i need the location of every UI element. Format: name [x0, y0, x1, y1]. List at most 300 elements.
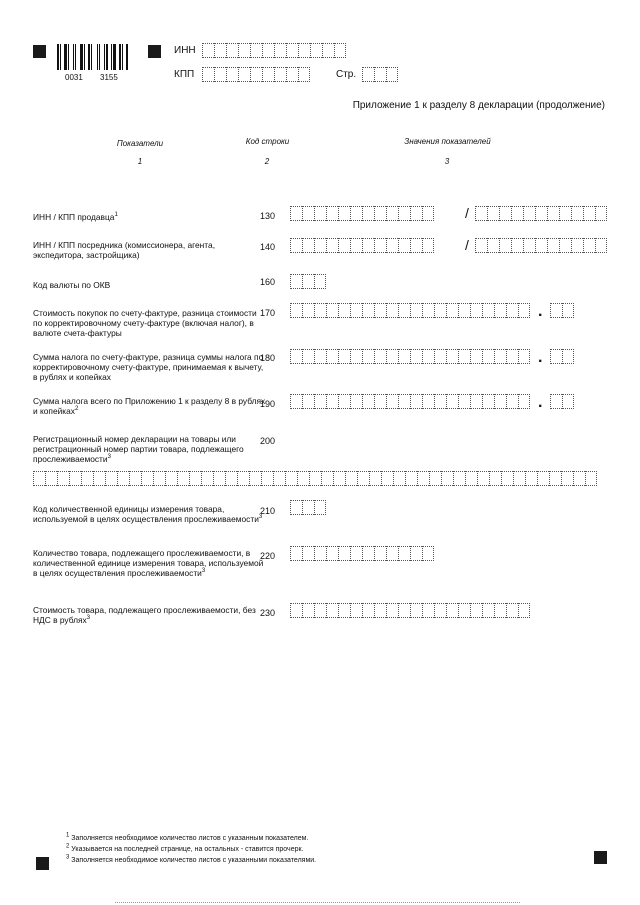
input-cell[interactable]	[338, 303, 350, 318]
barcode-bar	[106, 44, 108, 70]
input-cell[interactable]	[350, 238, 362, 253]
input-cell[interactable]	[562, 349, 574, 364]
input-cell[interactable]	[386, 206, 398, 221]
input-cell[interactable]	[398, 238, 410, 253]
input-cell[interactable]	[506, 394, 518, 409]
field-200-code: 200	[260, 436, 276, 446]
input-cell[interactable]	[374, 238, 386, 253]
input-cell[interactable]	[309, 471, 321, 486]
input-cell[interactable]	[571, 238, 583, 253]
input-cell[interactable]	[422, 238, 434, 253]
barcode-number-right: 3155	[100, 73, 118, 82]
input-cell[interactable]	[458, 349, 470, 364]
input-cell[interactable]	[398, 603, 410, 618]
input-cell[interactable]	[453, 471, 465, 486]
input-cell[interactable]	[398, 546, 410, 561]
input-cell[interactable]	[434, 603, 446, 618]
kpp-label: КПП	[174, 69, 195, 80]
field-130-label: ИНН / КПП продавца$^1$	[33, 212, 118, 222]
input-cell[interactable]	[482, 303, 494, 318]
input-cell[interactable]	[362, 603, 374, 618]
input-cell[interactable]	[434, 394, 446, 409]
input-cell[interactable]	[386, 303, 398, 318]
field-160-code: 160	[260, 277, 276, 287]
input-cell[interactable]	[290, 274, 302, 289]
input-cell[interactable]	[302, 500, 314, 515]
inn-label: ИНН	[174, 45, 196, 56]
input-cell[interactable]	[518, 394, 530, 409]
barcode-bar	[104, 44, 105, 70]
input-cell[interactable]	[302, 603, 314, 618]
barcode-bar	[111, 44, 112, 70]
input-cell[interactable]	[374, 546, 386, 561]
input-cell[interactable]	[302, 349, 314, 364]
input-cell[interactable]	[482, 349, 494, 364]
input-cell[interactable]	[237, 471, 249, 486]
input-cell[interactable]	[475, 238, 487, 253]
input-cell[interactable]	[201, 471, 213, 486]
input-cell[interactable]	[153, 471, 165, 486]
input-cell[interactable]	[501, 471, 513, 486]
input-cell[interactable]	[333, 471, 345, 486]
input-cell[interactable]	[386, 238, 398, 253]
field-180-decimal: .	[538, 349, 543, 366]
input-cell[interactable]	[398, 394, 410, 409]
barcode-bar	[73, 44, 74, 70]
input-cell[interactable]	[550, 394, 562, 409]
field-170-label: Стоимость покупок по счету-фактуре, разница стоимости по корректировочному счету-фактуре (включая налог), в валюте счета-фактуры	[33, 308, 257, 338]
input-cell[interactable]	[362, 206, 374, 221]
field-200-cells[interactable]	[33, 471, 597, 486]
field-170-decimal: .	[538, 303, 543, 320]
input-cell[interactable]	[314, 500, 326, 515]
field-230-code: 230	[260, 608, 276, 618]
input-cell[interactable]	[362, 394, 374, 409]
field-170-int-cells[interactable]	[290, 303, 530, 318]
input-cell[interactable]	[571, 206, 583, 221]
input-cell[interactable]	[422, 394, 434, 409]
input-cell[interactable]	[410, 349, 422, 364]
inn-cells[interactable]	[202, 43, 346, 58]
input-cell[interactable]	[374, 349, 386, 364]
field-220-code: 220	[260, 551, 276, 561]
input-cell[interactable]	[422, 546, 434, 561]
field-140-inn-cells[interactable]	[290, 238, 434, 253]
input-cell[interactable]	[458, 603, 470, 618]
input-cell[interactable]	[446, 349, 458, 364]
input-cell[interactable]	[525, 471, 537, 486]
input-cell[interactable]	[550, 303, 562, 318]
kpp-cells[interactable]	[202, 67, 310, 82]
field-190-decimal: .	[538, 394, 543, 411]
input-cell[interactable]	[290, 349, 302, 364]
input-cell[interactable]	[321, 471, 333, 486]
field-230-label: Стоимость товара, подлежащего прослеживаемости, без НДС в рублях$^3$	[33, 605, 256, 625]
barcode-bar	[99, 44, 100, 70]
input-cell[interactable]	[487, 206, 499, 221]
input-cell[interactable]	[518, 349, 530, 364]
footnote-3: $^3$ Заполняется необходимое количество листов с указанными показателями.	[66, 854, 317, 864]
input-cell[interactable]	[523, 206, 535, 221]
column-values: Значения показателей	[404, 137, 491, 146]
input-cell[interactable]	[314, 238, 326, 253]
input-cell[interactable]	[226, 67, 238, 82]
input-cell[interactable]	[202, 67, 214, 82]
barcode-bar	[88, 44, 90, 70]
input-cell[interactable]	[69, 471, 81, 486]
input-cell[interactable]	[398, 303, 410, 318]
input-cell[interactable]	[326, 303, 338, 318]
input-cell[interactable]	[33, 471, 45, 486]
input-cell[interactable]	[506, 349, 518, 364]
input-cell[interactable]	[446, 303, 458, 318]
field-180-code: 180	[260, 353, 276, 363]
input-cell[interactable]	[262, 43, 274, 58]
input-cell[interactable]	[338, 206, 350, 221]
input-cell[interactable]	[489, 471, 501, 486]
field-130-inn-cells[interactable]	[290, 206, 434, 221]
input-cell[interactable]	[562, 394, 574, 409]
column-num-1: 1	[137, 157, 143, 166]
barcode-bar	[80, 44, 83, 70]
page-label: Стр.	[336, 69, 357, 80]
input-cell[interactable]	[410, 206, 422, 221]
field-210-cells[interactable]	[290, 500, 326, 515]
input-cell[interactable]	[297, 471, 309, 486]
input-cell[interactable]	[189, 471, 201, 486]
input-cell[interactable]	[550, 349, 562, 364]
input-cell[interactable]	[314, 303, 326, 318]
input-cell[interactable]	[238, 67, 250, 82]
input-cell[interactable]	[290, 500, 302, 515]
input-cell[interactable]	[470, 349, 482, 364]
input-cell[interactable]	[482, 394, 494, 409]
field-220-cells[interactable]	[290, 546, 434, 561]
input-cell[interactable]	[499, 238, 511, 253]
field-130-slash: /	[465, 205, 469, 221]
barcode-bar	[113, 44, 116, 70]
input-cell[interactable]	[434, 303, 446, 318]
input-cell[interactable]	[177, 471, 189, 486]
input-cell[interactable]	[238, 43, 250, 58]
field-140-label: ИНН / КПП посредника (комиссионера, агента, экспедитора, застройщика)	[33, 240, 216, 260]
barcode-bar	[75, 44, 76, 70]
input-cell[interactable]	[338, 238, 350, 253]
barcode-bar	[119, 44, 121, 70]
input-cell[interactable]	[314, 546, 326, 561]
input-cell[interactable]	[410, 546, 422, 561]
input-cell[interactable]	[286, 67, 298, 82]
barcode-bar	[91, 44, 92, 70]
input-cell[interactable]	[422, 349, 434, 364]
input-cell[interactable]	[338, 394, 350, 409]
input-cell[interactable]	[290, 603, 302, 618]
input-cell[interactable]	[374, 303, 386, 318]
field-170-frac-cells[interactable]	[550, 303, 574, 318]
input-cell[interactable]	[302, 206, 314, 221]
input-cell[interactable]	[470, 303, 482, 318]
input-cell[interactable]	[262, 67, 274, 82]
input-cell[interactable]	[494, 394, 506, 409]
input-cell[interactable]	[410, 603, 422, 618]
input-cell[interactable]	[559, 238, 571, 253]
field-130-code: 130	[260, 211, 276, 221]
field-130-kpp-cells[interactable]	[475, 206, 607, 221]
input-cell[interactable]	[506, 303, 518, 318]
input-cell[interactable]	[511, 238, 523, 253]
input-cell[interactable]	[535, 238, 547, 253]
input-cell[interactable]	[561, 471, 573, 486]
input-cell[interactable]	[362, 238, 374, 253]
input-cell[interactable]	[302, 238, 314, 253]
input-cell[interactable]	[93, 471, 105, 486]
footnote-2: $^2$ Указывается на последней странице, на остальных - ставится прочерк.	[66, 843, 304, 853]
input-cell[interactable]	[326, 394, 338, 409]
top-left-marker	[33, 45, 46, 58]
field-160-cells[interactable]	[290, 274, 326, 289]
input-cell[interactable]	[470, 603, 482, 618]
field-200-label: Регистрационный номер декларации на товары или регистрационный номер партии товара, подлежащего прослеживаемости$^3$	[33, 434, 244, 464]
input-cell[interactable]	[357, 471, 369, 486]
input-cell[interactable]	[302, 303, 314, 318]
barcode-bar	[84, 44, 85, 70]
bottom-border-line	[115, 902, 520, 903]
input-cell[interactable]	[398, 206, 410, 221]
field-210-code: 210	[260, 506, 276, 516]
input-cell[interactable]	[374, 603, 386, 618]
input-cell[interactable]	[326, 546, 338, 561]
field-140-code: 140	[260, 242, 276, 252]
input-cell[interactable]	[583, 206, 595, 221]
input-cell[interactable]	[537, 471, 549, 486]
input-cell[interactable]	[465, 471, 477, 486]
column-indicators: Показатели	[116, 139, 164, 148]
input-cell[interactable]	[290, 394, 302, 409]
input-cell[interactable]	[417, 471, 429, 486]
input-cell[interactable]	[290, 238, 302, 253]
input-cell[interactable]	[350, 303, 362, 318]
barcode-number-left: 0031	[65, 73, 83, 82]
input-cell[interactable]	[374, 394, 386, 409]
input-cell[interactable]	[562, 303, 574, 318]
field-180-frac-cells[interactable]	[550, 349, 574, 364]
input-cell[interactable]	[547, 238, 559, 253]
input-cell[interactable]	[410, 238, 422, 253]
input-cell[interactable]	[405, 471, 417, 486]
input-cell[interactable]	[314, 394, 326, 409]
field-190-label: Сумма налога всего по Приложению 1 к разделу 8 в рублях и копейках$^2$	[33, 396, 266, 416]
input-cell[interactable]	[494, 603, 506, 618]
input-cell[interactable]	[362, 67, 374, 82]
input-cell[interactable]	[129, 471, 141, 486]
input-cell[interactable]	[225, 471, 237, 486]
input-cell[interactable]	[595, 206, 607, 221]
input-cell[interactable]	[250, 67, 262, 82]
input-cell[interactable]	[350, 394, 362, 409]
input-cell[interactable]	[302, 394, 314, 409]
barcode-bar	[126, 44, 128, 70]
input-cell[interactable]	[302, 546, 314, 561]
input-cell[interactable]	[214, 67, 226, 82]
input-cell[interactable]	[314, 603, 326, 618]
input-cell[interactable]	[410, 394, 422, 409]
input-cell[interactable]	[274, 67, 286, 82]
input-cell[interactable]	[595, 238, 607, 253]
input-cell[interactable]	[446, 603, 458, 618]
input-cell[interactable]	[434, 349, 446, 364]
input-cell[interactable]	[322, 43, 334, 58]
field-190-int-cells[interactable]	[290, 394, 530, 409]
input-cell[interactable]	[422, 206, 434, 221]
bottom-right-marker	[594, 851, 607, 864]
field-140-slash: /	[465, 237, 469, 253]
page-cells[interactable]	[362, 67, 398, 82]
input-cell[interactable]	[261, 471, 273, 486]
field-210-label: Код количественной единицы измерения товара, используемой в целях осуществления прослеживаемости$^3$	[33, 504, 263, 524]
input-cell[interactable]	[338, 349, 350, 364]
input-cell[interactable]	[441, 471, 453, 486]
input-cell[interactable]	[345, 471, 357, 486]
top-mid-marker	[148, 45, 161, 58]
input-cell[interactable]	[422, 603, 434, 618]
input-cell[interactable]	[286, 43, 298, 58]
input-cell[interactable]	[249, 471, 261, 486]
input-cell[interactable]	[362, 303, 374, 318]
bottom-left-marker	[36, 857, 49, 870]
input-cell[interactable]	[350, 349, 362, 364]
input-cell[interactable]	[326, 349, 338, 364]
input-cell[interactable]	[338, 546, 350, 561]
field-140-kpp-cells[interactable]	[475, 238, 607, 253]
input-cell[interactable]	[523, 238, 535, 253]
input-cell[interactable]	[250, 43, 262, 58]
input-cell[interactable]	[386, 349, 398, 364]
input-cell[interactable]	[477, 471, 489, 486]
input-cell[interactable]	[326, 238, 338, 253]
input-cell[interactable]	[559, 206, 571, 221]
input-cell[interactable]	[290, 546, 302, 561]
input-cell[interactable]	[45, 471, 57, 486]
input-cell[interactable]	[369, 471, 381, 486]
input-cell[interactable]	[214, 43, 226, 58]
barcode-bar	[64, 44, 67, 70]
input-cell[interactable]	[326, 206, 338, 221]
input-cell[interactable]	[393, 471, 405, 486]
field-160-label: Код валюты по ОКВ	[33, 280, 111, 290]
barcode-bar	[122, 44, 123, 70]
input-cell[interactable]	[81, 471, 93, 486]
field-190-code: 190	[260, 399, 276, 409]
input-cell[interactable]	[429, 471, 441, 486]
input-cell[interactable]	[350, 603, 362, 618]
input-cell[interactable]	[511, 206, 523, 221]
input-cell[interactable]	[213, 471, 225, 486]
input-cell[interactable]	[547, 206, 559, 221]
input-cell[interactable]	[226, 43, 238, 58]
barcode-bar	[68, 44, 69, 70]
input-cell[interactable]	[583, 238, 595, 253]
input-cell[interactable]	[494, 349, 506, 364]
input-cell[interactable]	[470, 394, 482, 409]
input-cell[interactable]	[350, 546, 362, 561]
input-cell[interactable]	[362, 349, 374, 364]
input-cell[interactable]	[410, 303, 422, 318]
input-cell[interactable]	[314, 349, 326, 364]
input-cell[interactable]	[482, 603, 494, 618]
input-cell[interactable]	[298, 67, 310, 82]
input-cell[interactable]	[274, 43, 286, 58]
input-cell[interactable]	[350, 206, 362, 221]
input-cell[interactable]	[117, 471, 129, 486]
input-cell[interactable]	[475, 206, 487, 221]
input-cell[interactable]	[314, 206, 326, 221]
input-cell[interactable]	[314, 274, 326, 289]
input-cell[interactable]	[338, 603, 350, 618]
column-line-code: Код строки	[245, 137, 290, 146]
input-cell[interactable]	[374, 67, 386, 82]
input-cell[interactable]	[386, 546, 398, 561]
field-220-label: Количество товара, подлежащего прослеживаемости, в количественной единице измерения товара, используемой в целях осуществления прослеживаемости$^3$	[33, 548, 264, 578]
field-180-int-cells[interactable]	[290, 349, 530, 364]
input-cell[interactable]	[326, 603, 338, 618]
input-cell[interactable]	[141, 471, 153, 486]
input-cell[interactable]	[487, 238, 499, 253]
input-cell[interactable]	[57, 471, 69, 486]
column-num-3: 3	[444, 157, 450, 166]
input-cell[interactable]	[334, 43, 346, 58]
input-cell[interactable]	[374, 206, 386, 221]
field-180-label: Сумма налога по счету-фактуре, разница суммы налога по корректировочному счету-фактуре, принимаемая к вычету, в рублях и копейках	[33, 352, 264, 382]
column-num-2: 2	[264, 157, 270, 166]
input-cell[interactable]	[381, 471, 393, 486]
barcode-bar	[60, 44, 61, 70]
input-cell[interactable]	[386, 67, 398, 82]
field-230-cells[interactable]	[290, 603, 530, 618]
input-cell[interactable]	[105, 471, 117, 486]
input-cell[interactable]	[290, 303, 302, 318]
field-190-frac-cells[interactable]	[550, 394, 574, 409]
input-cell[interactable]	[362, 546, 374, 561]
input-cell[interactable]	[386, 603, 398, 618]
input-cell[interactable]	[494, 303, 506, 318]
input-cell[interactable]	[535, 206, 547, 221]
input-cell[interactable]	[506, 603, 518, 618]
input-cell[interactable]	[518, 303, 530, 318]
input-cell[interactable]	[302, 274, 314, 289]
footnote-1: $^1$ Заполняется необходимое количество листов с указанным показателем.	[66, 832, 309, 842]
input-cell[interactable]	[585, 471, 597, 486]
input-cell[interactable]	[573, 471, 585, 486]
input-cell[interactable]	[458, 394, 470, 409]
input-cell[interactable]	[285, 471, 297, 486]
barcode-bar	[97, 44, 98, 70]
input-cell[interactable]	[458, 303, 470, 318]
input-cell[interactable]	[518, 603, 530, 618]
input-cell[interactable]	[310, 43, 322, 58]
input-cell[interactable]	[273, 471, 285, 486]
input-cell[interactable]	[446, 394, 458, 409]
input-cell[interactable]	[513, 471, 525, 486]
input-cell[interactable]	[398, 349, 410, 364]
input-cell[interactable]	[298, 43, 310, 58]
input-cell[interactable]	[422, 303, 434, 318]
input-cell[interactable]	[549, 471, 561, 486]
input-cell[interactable]	[386, 394, 398, 409]
input-cell[interactable]	[165, 471, 177, 486]
input-cell[interactable]	[290, 206, 302, 221]
input-cell[interactable]	[499, 206, 511, 221]
input-cell[interactable]	[202, 43, 214, 58]
